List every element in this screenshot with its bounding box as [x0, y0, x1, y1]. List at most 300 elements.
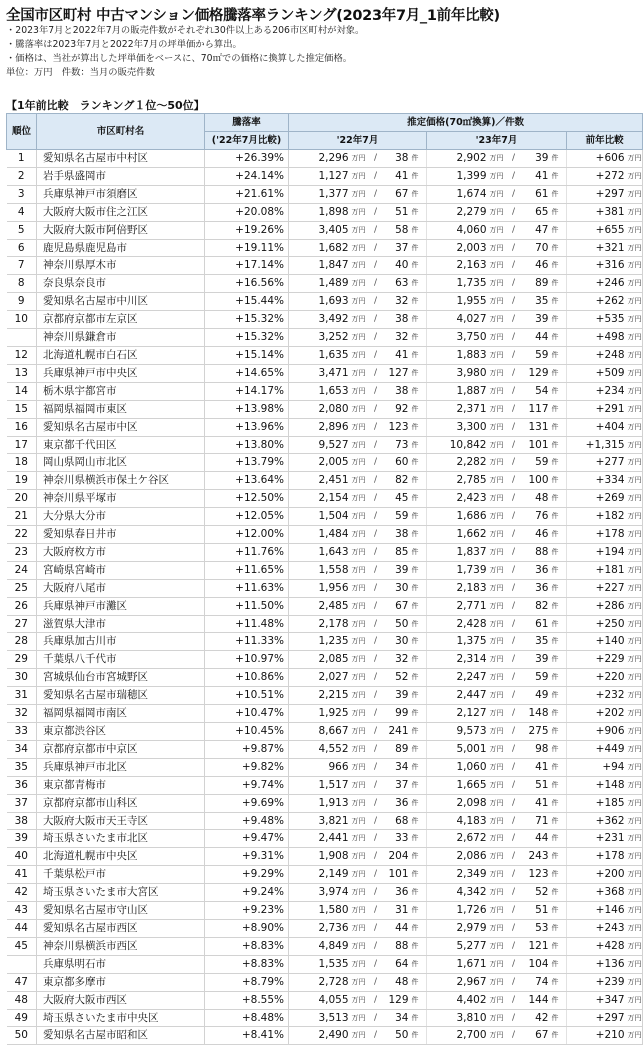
unit-ken-label: 件 — [409, 723, 427, 741]
count-2022-cell: 48 — [381, 973, 409, 991]
unit-man-label: 万円 — [349, 1027, 371, 1045]
unit-man-label: 万円 — [625, 794, 643, 812]
rank-cell: 19 — [7, 472, 37, 490]
header-price-group: 推定価格(70㎡換算)／件数 — [289, 114, 643, 132]
unit-ken-label: 件 — [549, 382, 567, 400]
count-2023-cell: 44 — [519, 329, 549, 347]
price-2022-cell: 2,178 — [289, 615, 349, 633]
slash-separator: / — [509, 490, 519, 508]
count-2023-cell: 59 — [519, 346, 549, 364]
unit-ken-label: 件 — [409, 382, 427, 400]
unit-man-label: 万円 — [625, 221, 643, 239]
rank-cell: 23 — [7, 543, 37, 561]
rank-cell: 37 — [7, 794, 37, 812]
yoy-diff-cell: +231 — [567, 830, 625, 848]
price-2022-cell: 2,451 — [289, 472, 349, 490]
table-row — [7, 723, 643, 741]
unit-ken-label: 件 — [409, 1027, 427, 1045]
municipality-cell: 兵庫県神戸市須磨区 — [37, 185, 205, 203]
unit-ken-label: 件 — [409, 902, 427, 920]
table-body — [7, 150, 643, 1045]
table-row — [7, 454, 643, 472]
price-2023-cell: 1,662 — [427, 526, 487, 544]
unit-man-label: 万円 — [349, 991, 371, 1009]
unit-man-label: 万円 — [349, 382, 371, 400]
count-2022-cell: 31 — [381, 902, 409, 920]
count-2023-cell: 88 — [519, 543, 549, 561]
count-2022-cell: 45 — [381, 490, 409, 508]
unit-man-label: 万円 — [349, 364, 371, 382]
yoy-diff-cell: +286 — [567, 597, 625, 615]
slash-separator: / — [509, 687, 519, 705]
slash-separator: / — [509, 579, 519, 597]
price-2022-cell: 4,849 — [289, 937, 349, 955]
unit-man-label: 万円 — [349, 884, 371, 902]
unit-ken-label: 件 — [549, 776, 567, 794]
unit-man-label: 万円 — [625, 364, 643, 382]
municipality-cell: 栃木県宇都宮市 — [37, 382, 205, 400]
table-row — [7, 364, 643, 382]
count-2023-cell: 243 — [519, 848, 549, 866]
unit-ken-label: 件 — [409, 543, 427, 561]
yoy-diff-cell: +334 — [567, 472, 625, 490]
rank-cell: 39 — [7, 830, 37, 848]
rank-cell — [7, 955, 37, 973]
unit-ken-label: 件 — [409, 472, 427, 490]
unit-ken-label: 件 — [409, 508, 427, 526]
unit-man-label: 万円 — [487, 543, 509, 561]
rate-cell: +15.14% — [205, 346, 289, 364]
yoy-diff-cell: +200 — [567, 866, 625, 884]
price-2023-cell: 2,785 — [427, 472, 487, 490]
unit-ken-label: 件 — [409, 812, 427, 830]
price-2023-cell: 4,402 — [427, 991, 487, 1009]
slash-separator: / — [371, 364, 381, 382]
unit-ken-label: 件 — [409, 740, 427, 758]
rate-cell: +8.83% — [205, 955, 289, 973]
yoy-diff-cell: +297 — [567, 1009, 625, 1027]
count-2023-cell: 59 — [519, 454, 549, 472]
unit-man-label: 万円 — [625, 346, 643, 364]
unit-man-label: 万円 — [625, 1027, 643, 1045]
unit-man-label: 万円 — [349, 740, 371, 758]
price-2022-cell: 2,736 — [289, 919, 349, 937]
count-2023-cell: 67 — [519, 1027, 549, 1045]
count-2022-cell: 52 — [381, 669, 409, 687]
unit-ken-label: 件 — [549, 794, 567, 812]
count-2023-cell: 98 — [519, 740, 549, 758]
count-2023-cell: 39 — [519, 311, 549, 329]
unit-ken-label: 件 — [549, 1009, 567, 1027]
count-2023-cell: 117 — [519, 400, 549, 418]
municipality-cell: 鹿児島県鹿児島市 — [37, 239, 205, 257]
rate-cell: +9.31% — [205, 848, 289, 866]
municipality-cell: 神奈川県鎌倉市 — [37, 329, 205, 347]
unit-man-label: 万円 — [487, 723, 509, 741]
unit-man-label: 万円 — [625, 490, 643, 508]
unit-man-label: 万円 — [349, 400, 371, 418]
count-2023-cell: 144 — [519, 991, 549, 1009]
count-2022-cell: 32 — [381, 329, 409, 347]
unit-ken-label: 件 — [549, 257, 567, 275]
unit-man-label: 万円 — [487, 257, 509, 275]
slash-separator: / — [509, 203, 519, 221]
unit-man-label: 万円 — [487, 436, 509, 454]
table-row — [7, 973, 643, 991]
rank-cell: 16 — [7, 418, 37, 436]
price-2022-cell: 2,441 — [289, 830, 349, 848]
count-2022-cell: 101 — [381, 866, 409, 884]
price-2022-cell: 1,643 — [289, 543, 349, 561]
count-2023-cell: 70 — [519, 239, 549, 257]
price-2023-cell: 2,423 — [427, 490, 487, 508]
unit-man-label: 万円 — [487, 400, 509, 418]
price-2022-cell: 3,974 — [289, 884, 349, 902]
yoy-diff-cell: +606 — [567, 150, 625, 168]
slash-separator: / — [371, 919, 381, 937]
rate-cell: +26.39% — [205, 150, 289, 168]
unit-man-label: 万円 — [487, 364, 509, 382]
unit-man-label: 万円 — [349, 937, 371, 955]
unit-man-label: 万円 — [625, 543, 643, 561]
rate-cell: +8.48% — [205, 1009, 289, 1027]
rank-cell: 17 — [7, 436, 37, 454]
municipality-cell: 愛知県名古屋市守山区 — [37, 902, 205, 920]
slash-separator: / — [371, 150, 381, 168]
unit-man-label: 万円 — [625, 508, 643, 526]
yoy-diff-cell: +347 — [567, 991, 625, 1009]
unit-man-label: 万円 — [625, 866, 643, 884]
yoy-diff-cell: +316 — [567, 257, 625, 275]
unit-ken-label: 件 — [549, 454, 567, 472]
unit-man-label: 万円 — [487, 526, 509, 544]
rank-cell: 47 — [7, 973, 37, 991]
unit-ken-label: 件 — [549, 884, 567, 902]
unit-man-label: 万円 — [349, 651, 371, 669]
price-2023-cell: 1,674 — [427, 185, 487, 203]
rank-cell: 41 — [7, 866, 37, 884]
slash-separator: / — [509, 955, 519, 973]
table-header — [7, 114, 643, 150]
header-rate-sub: ('22年7月比較) — [205, 132, 289, 150]
unit-man-label: 万円 — [487, 239, 509, 257]
unit-man-label: 万円 — [625, 1009, 643, 1027]
price-2023-cell: 2,163 — [427, 257, 487, 275]
unit-ken-label: 件 — [549, 669, 567, 687]
unit-man-label: 万円 — [625, 776, 643, 794]
rank-cell: 48 — [7, 991, 37, 1009]
table-row — [7, 776, 643, 794]
unit-man-label: 万円 — [625, 919, 643, 937]
slash-separator: / — [371, 382, 381, 400]
unit-man-label: 万円 — [487, 561, 509, 579]
unit-man-label: 万円 — [487, 382, 509, 400]
price-2023-cell: 2,127 — [427, 705, 487, 723]
municipality-cell: 北海道札幌市中央区 — [37, 848, 205, 866]
municipality-cell: 大阪府大阪市西区 — [37, 991, 205, 1009]
unit-man-label: 万円 — [487, 919, 509, 937]
rate-cell: +21.61% — [205, 185, 289, 203]
slash-separator: / — [371, 723, 381, 741]
municipality-cell: 神奈川県平塚市 — [37, 490, 205, 508]
slash-separator: / — [509, 651, 519, 669]
municipality-cell: 神奈川県横浜市西区 — [37, 937, 205, 955]
price-2022-cell: 1,127 — [289, 167, 349, 185]
count-2022-cell: 129 — [381, 991, 409, 1009]
header-rate: 騰落率 — [205, 114, 289, 132]
price-2023-cell: 1,837 — [427, 543, 487, 561]
slash-separator: / — [371, 794, 381, 812]
unit-man-label: 万円 — [349, 830, 371, 848]
unit-man-label: 万円 — [487, 991, 509, 1009]
unit-ken-label: 件 — [549, 633, 567, 651]
unit-ken-label: 件 — [549, 723, 567, 741]
slash-separator: / — [371, 973, 381, 991]
price-2023-cell: 2,086 — [427, 848, 487, 866]
price-2023-cell: 4,060 — [427, 221, 487, 239]
count-2022-cell: 127 — [381, 364, 409, 382]
yoy-diff-cell: +243 — [567, 919, 625, 937]
price-2022-cell: 2,485 — [289, 597, 349, 615]
count-2023-cell: 74 — [519, 973, 549, 991]
count-2022-cell: 67 — [381, 597, 409, 615]
price-2022-cell: 2,027 — [289, 669, 349, 687]
count-2022-cell: 38 — [381, 311, 409, 329]
slash-separator: / — [371, 687, 381, 705]
unit-ken-label: 件 — [409, 794, 427, 812]
unit-ken-label: 件 — [549, 508, 567, 526]
unit-man-label: 万円 — [349, 472, 371, 490]
slash-separator: / — [509, 973, 519, 991]
unit-man-label: 万円 — [349, 669, 371, 687]
price-2022-cell: 2,080 — [289, 400, 349, 418]
slash-separator: / — [509, 991, 519, 1009]
table-row — [7, 275, 643, 293]
yoy-diff-cell: +229 — [567, 651, 625, 669]
count-2022-cell: 37 — [381, 239, 409, 257]
table-row — [7, 687, 643, 705]
slash-separator: / — [509, 561, 519, 579]
yoy-diff-cell: +906 — [567, 723, 625, 741]
price-2023-cell: 2,349 — [427, 866, 487, 884]
price-2023-cell: 2,902 — [427, 150, 487, 168]
rank-cell: 35 — [7, 758, 37, 776]
unit-man-label: 万円 — [625, 615, 643, 633]
price-2022-cell: 1,558 — [289, 561, 349, 579]
count-2023-cell: 36 — [519, 579, 549, 597]
slash-separator: / — [371, 830, 381, 848]
yoy-diff-cell: +146 — [567, 902, 625, 920]
slash-separator: / — [371, 848, 381, 866]
unit-ken-label: 件 — [409, 311, 427, 329]
unit-man-label: 万円 — [349, 955, 371, 973]
rate-cell: +12.05% — [205, 508, 289, 526]
unit-ken-label: 件 — [409, 579, 427, 597]
municipality-cell: 京都府京都市中京区 — [37, 740, 205, 758]
price-2022-cell: 1,635 — [289, 346, 349, 364]
unit-ken-label: 件 — [409, 346, 427, 364]
unit-man-label: 万円 — [625, 454, 643, 472]
slash-separator: / — [509, 884, 519, 902]
note-line: 単位：万円 件数：当月の販売件数 — [6, 67, 155, 78]
price-2023-cell: 2,447 — [427, 687, 487, 705]
slash-separator: / — [371, 203, 381, 221]
count-2022-cell: 39 — [381, 687, 409, 705]
unit-man-label: 万円 — [625, 651, 643, 669]
rank-cell: 21 — [7, 508, 37, 526]
unit-man-label: 万円 — [487, 508, 509, 526]
unit-ken-label: 件 — [549, 185, 567, 203]
slash-separator: / — [371, 651, 381, 669]
unit-ken-label: 件 — [549, 937, 567, 955]
slash-separator: / — [371, 955, 381, 973]
rank-cell: 4 — [7, 203, 37, 221]
unit-man-label: 万円 — [487, 830, 509, 848]
rank-cell: 26 — [7, 597, 37, 615]
municipality-cell: 北海道札幌市白石区 — [37, 346, 205, 364]
price-2023-cell: 1,735 — [427, 275, 487, 293]
rank-cell: 27 — [7, 615, 37, 633]
rank-cell: 15 — [7, 400, 37, 418]
table-row — [7, 651, 643, 669]
rate-cell: +24.14% — [205, 167, 289, 185]
table-row — [7, 185, 643, 203]
municipality-cell: 兵庫県加古川市 — [37, 633, 205, 651]
slash-separator: / — [371, 1009, 381, 1027]
header-name: 市区町村名 — [37, 114, 205, 150]
unit-man-label: 万円 — [349, 579, 371, 597]
unit-man-label: 万円 — [625, 185, 643, 203]
unit-ken-label: 件 — [409, 991, 427, 1009]
price-2023-cell: 1,726 — [427, 902, 487, 920]
unit-man-label: 万円 — [487, 794, 509, 812]
unit-ken-label: 件 — [409, 919, 427, 937]
unit-man-label: 万円 — [625, 436, 643, 454]
count-2023-cell: 89 — [519, 275, 549, 293]
unit-man-label: 万円 — [625, 884, 643, 902]
municipality-cell: 宮城県仙台市宮城野区 — [37, 669, 205, 687]
rate-cell: +9.24% — [205, 884, 289, 902]
count-2023-cell: 71 — [519, 812, 549, 830]
slash-separator: / — [371, 543, 381, 561]
unit-man-label: 万円 — [487, 579, 509, 597]
unit-man-label: 万円 — [349, 866, 371, 884]
unit-man-label: 万円 — [625, 167, 643, 185]
price-2022-cell: 3,821 — [289, 812, 349, 830]
unit-ken-label: 件 — [549, 902, 567, 920]
yoy-diff-cell: +272 — [567, 167, 625, 185]
rank-cell: 8 — [7, 275, 37, 293]
price-2022-cell: 2,154 — [289, 490, 349, 508]
unit-man-label: 万円 — [625, 758, 643, 776]
slash-separator: / — [509, 633, 519, 651]
price-2023-cell: 4,027 — [427, 311, 487, 329]
count-2022-cell: 32 — [381, 293, 409, 311]
slash-separator: / — [509, 776, 519, 794]
rank-cell: 36 — [7, 776, 37, 794]
unit-man-label: 万円 — [625, 311, 643, 329]
unit-ken-label: 件 — [409, 150, 427, 168]
rank-cell: 3 — [7, 185, 37, 203]
municipality-cell: 愛知県名古屋市中村区 — [37, 150, 205, 168]
rank-cell: 22 — [7, 526, 37, 544]
price-2023-cell: 2,247 — [427, 669, 487, 687]
yoy-diff-cell: +239 — [567, 973, 625, 991]
count-2023-cell: 104 — [519, 955, 549, 973]
unit-man-label: 万円 — [625, 579, 643, 597]
yoy-diff-cell: +449 — [567, 740, 625, 758]
rate-cell: +9.29% — [205, 866, 289, 884]
unit-man-label: 万円 — [625, 382, 643, 400]
rank-cell: 31 — [7, 687, 37, 705]
unit-man-label: 万円 — [349, 454, 371, 472]
unit-ken-label: 件 — [549, 311, 567, 329]
rate-cell: +10.45% — [205, 723, 289, 741]
price-2023-cell: 2,771 — [427, 597, 487, 615]
unit-man-label: 万円 — [625, 329, 643, 347]
rank-cell: 13 — [7, 364, 37, 382]
price-2023-cell: 3,750 — [427, 329, 487, 347]
municipality-cell: 東京都渋谷区 — [37, 723, 205, 741]
rank-cell: 38 — [7, 812, 37, 830]
rate-cell: +9.23% — [205, 902, 289, 920]
municipality-cell: 埼玉県さいたま市北区 — [37, 830, 205, 848]
rate-cell: +9.69% — [205, 794, 289, 812]
slash-separator: / — [371, 167, 381, 185]
price-2023-cell: 1,955 — [427, 293, 487, 311]
slash-separator: / — [509, 830, 519, 848]
municipality-cell: 奈良県奈良市 — [37, 275, 205, 293]
price-2022-cell: 1,235 — [289, 633, 349, 651]
count-2023-cell: 48 — [519, 490, 549, 508]
municipality-cell: 京都府京都市山科区 — [37, 794, 205, 812]
unit-ken-label: 件 — [549, 687, 567, 705]
unit-ken-label: 件 — [409, 669, 427, 687]
municipality-cell: 愛知県名古屋市中川区 — [37, 293, 205, 311]
rank-cell: 49 — [7, 1009, 37, 1027]
count-2022-cell: 64 — [381, 955, 409, 973]
count-2022-cell: 82 — [381, 472, 409, 490]
unit-ken-label: 件 — [549, 490, 567, 508]
unit-ken-label: 件 — [549, 150, 567, 168]
unit-man-label: 万円 — [625, 705, 643, 723]
header-y22: '22年7月 — [289, 132, 427, 150]
count-2023-cell: 59 — [519, 669, 549, 687]
price-2023-cell: 9,573 — [427, 723, 487, 741]
unit-man-label: 万円 — [349, 418, 371, 436]
unit-man-label: 万円 — [625, 830, 643, 848]
price-2023-cell: 2,098 — [427, 794, 487, 812]
unit-man-label: 万円 — [487, 973, 509, 991]
municipality-cell: 埼玉県さいたま市中央区 — [37, 1009, 205, 1027]
price-2023-cell: 1,686 — [427, 508, 487, 526]
price-2023-cell: 1,375 — [427, 633, 487, 651]
price-2023-cell: 2,979 — [427, 919, 487, 937]
count-2022-cell: 44 — [381, 919, 409, 937]
yoy-diff-cell: +148 — [567, 776, 625, 794]
unit-ken-label: 件 — [549, 400, 567, 418]
rank-cell: 6 — [7, 239, 37, 257]
slash-separator: / — [371, 454, 381, 472]
slash-separator: / — [371, 884, 381, 902]
yoy-diff-cell: +210 — [567, 1027, 625, 1045]
count-2022-cell: 36 — [381, 884, 409, 902]
unit-ken-label: 件 — [409, 848, 427, 866]
price-2022-cell: 1,898 — [289, 203, 349, 221]
table-row — [7, 597, 643, 615]
table-row — [7, 311, 643, 329]
unit-ken-label: 件 — [409, 418, 427, 436]
